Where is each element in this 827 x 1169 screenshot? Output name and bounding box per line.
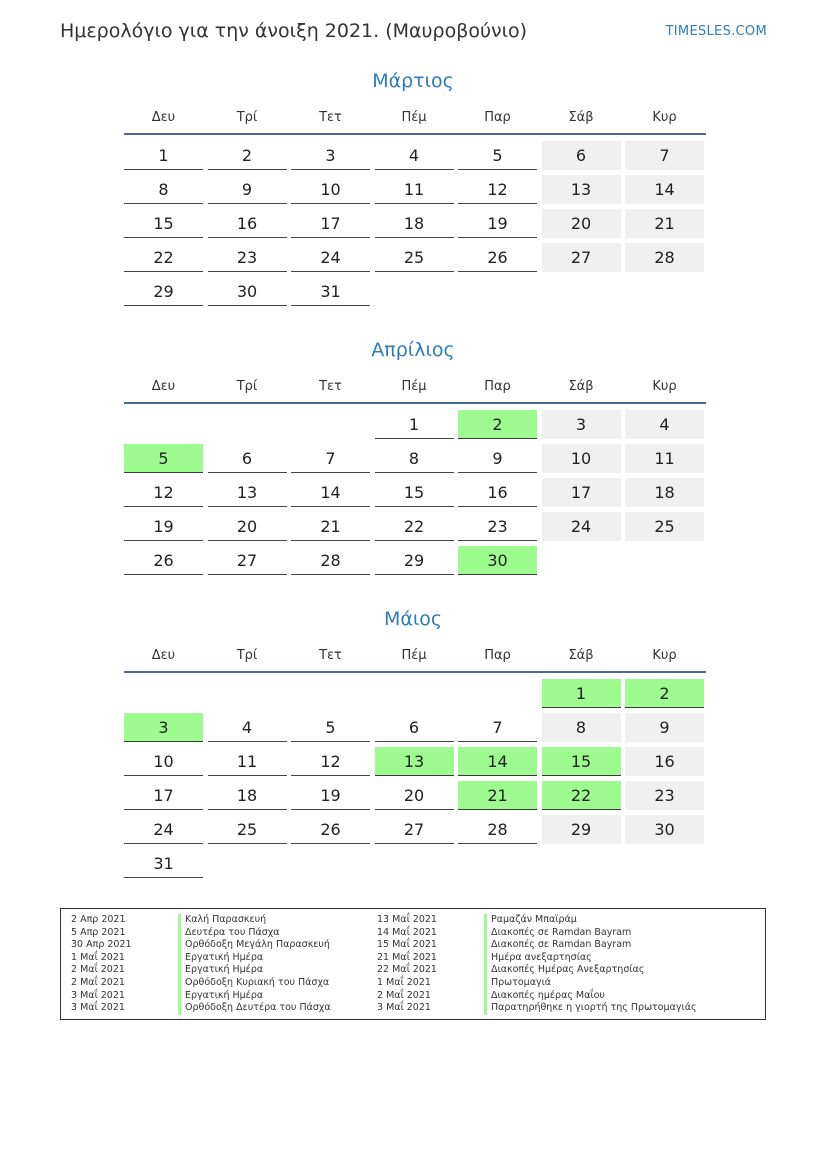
holiday-name: Ημέρα ανεξαρτησίας [484,952,592,965]
day-cell: 7 [291,444,370,473]
day-cell: 25 [208,815,287,844]
weekday-label: Πέμ [401,379,427,394]
holiday-date: 5 Απρ 2021 [71,926,126,938]
weekday-label: Δευ [151,379,176,394]
day-cell: 10 [124,747,203,776]
empty-cell [124,679,203,708]
day-cell: 11 [208,747,287,776]
day-cell: 27 [208,546,287,575]
day-cell: 18 [208,781,287,810]
month-may [120,608,706,878]
day-cell: 21 [625,209,704,238]
day-cell: 18 [375,209,454,238]
day-cell: 19 [124,512,203,541]
day-cell: 6 [208,444,287,473]
day-cell: 19 [291,781,370,810]
weekday-label: Δευ [151,648,176,663]
holiday-date: 22 Μαΐ 2021 [377,964,437,976]
legend-row [377,1002,697,1015]
holiday-name: Ορθόδοξη Μεγάλη Παρασκευή [178,939,330,952]
day-cell: 8 [124,175,203,204]
day-cell: 8 [542,713,621,742]
legend-row [377,939,697,952]
site-link[interactable]: TIMESLES.COM [665,24,767,39]
day-cell: 20 [375,781,454,810]
day-cell: 29 [542,815,621,844]
empty-cell [291,679,370,708]
day-cell: 20 [208,512,287,541]
holiday-name: Ορθόδοξη Δευτέρα του Πάσχα [178,1002,331,1015]
day-grid [124,410,706,575]
holiday-name: Διακοπές ημέρας Μαΐου [484,990,605,1003]
legend-row [71,927,331,940]
day-cell: 28 [625,243,704,272]
day-cell: 14 [625,175,704,204]
legend-row [377,964,697,977]
day-cell: 6 [542,141,621,170]
weekday-label: Κυρ [652,648,677,663]
day-cell: 29 [124,277,203,306]
day-grid [124,141,706,306]
day-cell: 12 [124,478,203,507]
legend-row [377,914,697,927]
holiday-day-cell: 5 [124,444,203,473]
day-cell: 16 [208,209,287,238]
day-cell: 15 [124,209,203,238]
day-cell: 16 [625,747,704,776]
holiday-date: 2 Μαΐ 2021 [71,976,125,988]
day-cell: 30 [625,815,704,844]
weekday-label: Τετ [319,379,342,394]
day-cell: 27 [375,815,454,844]
holiday-name: Δευτέρα του Πάσχα [178,927,280,940]
weekday-label: Δευ [151,110,176,125]
weekday-label: Σάβ [568,110,594,125]
weekday-label: Κυρ [652,110,677,125]
holiday-name: Πρωτομαγιά [484,977,551,990]
holiday-date: 2 Απρ 2021 [71,914,126,925]
legend-row [377,990,697,1003]
holiday-day-cell: 15 [542,747,621,776]
day-cell: 10 [291,175,370,204]
day-cell: 22 [124,243,203,272]
holiday-name: Εργατική Ημέρα [178,990,263,1003]
day-cell: 28 [291,546,370,575]
holiday-date: 1 Μαΐ 2021 [377,976,431,988]
holiday-day-cell: 14 [458,747,537,776]
weekday-label: Κυρ [652,379,677,394]
weekday-label: Πέμ [401,648,427,663]
empty-cell [375,679,454,708]
legend-row [71,952,331,965]
empty-cell [291,410,370,439]
holiday-date: 1 Μαΐ 2021 [71,951,125,963]
weekday-header [124,110,706,135]
holiday-day-cell: 22 [542,781,621,810]
day-cell: 13 [542,175,621,204]
day-cell: 8 [375,444,454,473]
legend-row [71,964,331,977]
holiday-date: 13 Μαΐ 2021 [377,914,437,925]
day-cell: 31 [124,849,203,878]
day-cell: 9 [458,444,537,473]
day-cell: 25 [375,243,454,272]
month-title: Μάιος [383,608,443,630]
weekday-label: Τρί [236,648,258,663]
day-cell: 24 [542,512,621,541]
holiday-name: Διακοπές Ημέρας Ανεξαρτησίας [484,964,644,977]
holiday-date: 3 Μαΐ 2021 [71,1002,125,1014]
legend-row [71,977,331,990]
weekday-label: Τρί [236,110,258,125]
day-cell: 18 [625,478,704,507]
day-cell: 25 [625,512,704,541]
legend-row [377,927,697,940]
legend-row [71,990,331,1003]
day-cell: 21 [291,512,370,541]
day-cell: 26 [458,243,537,272]
day-cell: 1 [124,141,203,170]
day-cell: 19 [458,209,537,238]
holiday-day-cell: 21 [458,781,537,810]
empty-cell [208,410,287,439]
day-cell: 1 [375,410,454,439]
holiday-date: 3 Μαΐ 2021 [377,1002,431,1014]
day-cell: 12 [458,175,537,204]
day-cell: 17 [291,209,370,238]
holiday-day-cell: 13 [375,747,454,776]
day-cell: 3 [291,141,370,170]
weekday-label: Πέμ [401,110,427,125]
holiday-name: Καλή Παρασκευή [178,914,266,927]
weekday-label: Σάβ [568,379,594,394]
day-cell: 26 [291,815,370,844]
legend-column-right [377,914,697,1015]
holiday-day-cell: 2 [458,410,537,439]
day-cell: 9 [208,175,287,204]
empty-cell [124,410,203,439]
month-march [120,70,706,306]
holiday-name: Ορθόδοξη Κυριακή του Πάσχα [178,977,329,990]
holiday-date: 14 Μαΐ 2021 [377,926,437,938]
day-cell: 13 [208,478,287,507]
day-cell: 9 [625,713,704,742]
day-cell: 5 [458,141,537,170]
weekday-label: Τρί [236,379,258,394]
weekday-header [124,379,706,404]
holiday-date: 3 Μαΐ 2021 [71,989,125,1001]
month-april [120,339,706,575]
day-cell: 17 [542,478,621,507]
holiday-legend [60,908,766,1020]
holiday-date: 2 Μαΐ 2021 [71,964,125,976]
day-cell: 4 [625,410,704,439]
month-title: Μάρτιος [372,70,454,92]
day-cell: 22 [375,512,454,541]
day-cell: 24 [124,815,203,844]
day-cell: 16 [458,478,537,507]
day-cell: 24 [291,243,370,272]
legend-row [377,977,697,990]
holiday-date: 30 Απρ 2021 [71,939,132,951]
legend-row [71,939,331,952]
day-grid [124,679,706,878]
legend-row [377,952,697,965]
day-cell: 28 [458,815,537,844]
legend-column-left [71,914,331,1015]
holiday-date: 15 Μαΐ 2021 [377,939,437,951]
day-cell: 23 [625,781,704,810]
empty-cell [208,679,287,708]
day-cell: 2 [208,141,287,170]
weekday-label: Τετ [319,110,342,125]
day-cell: 17 [124,781,203,810]
holiday-name: Εργατική Ημέρα [178,952,263,965]
holiday-day-cell: 30 [458,546,537,575]
day-cell: 11 [375,175,454,204]
weekday-header [124,648,706,673]
day-cell: 15 [375,478,454,507]
day-cell: 5 [291,713,370,742]
day-cell: 23 [208,243,287,272]
holiday-name: Ραμαζάν Μπαϊράμ [484,914,577,927]
empty-cell [458,679,537,708]
day-cell: 4 [208,713,287,742]
day-cell: 14 [291,478,370,507]
holiday-day-cell: 3 [124,713,203,742]
holiday-name: Εργατική Ημέρα [178,964,263,977]
day-cell: 6 [375,713,454,742]
holiday-day-cell: 2 [625,679,704,708]
page-title: Ημερολόγιο για την άνοιξη 2021. (Μαυροβούνιο) [60,20,528,42]
day-cell: 11 [625,444,704,473]
day-cell: 27 [542,243,621,272]
weekday-label: Παρ [484,648,511,663]
month-title: Απρίλιος [371,339,455,361]
day-cell: 10 [542,444,621,473]
day-cell: 30 [208,277,287,306]
legend-row [71,914,331,927]
day-cell: 3 [542,410,621,439]
day-cell: 29 [375,546,454,575]
day-cell: 23 [458,512,537,541]
day-cell: 4 [375,141,454,170]
day-cell: 7 [625,141,704,170]
weekday-label: Τετ [319,648,342,663]
weekday-label: Παρ [484,110,511,125]
weekday-label: Σάβ [568,648,594,663]
day-cell: 7 [458,713,537,742]
holiday-date: 21 Μαΐ 2021 [377,951,437,963]
holiday-name: Διακοπές σε Ramdan Bayram [484,939,631,952]
legend-row [71,1002,331,1015]
weekday-label: Παρ [484,379,511,394]
day-cell: 20 [542,209,621,238]
holiday-date: 2 Μαΐ 2021 [377,989,431,1001]
holiday-name: Διακοπές σε Ramdan Bayram [484,927,631,940]
day-cell: 12 [291,747,370,776]
holiday-name: Παρατηρήθηκε η γιορτή της Πρωτομαγιάς [484,1002,697,1015]
day-cell: 31 [291,277,370,306]
holiday-day-cell: 1 [542,679,621,708]
day-cell: 26 [124,546,203,575]
